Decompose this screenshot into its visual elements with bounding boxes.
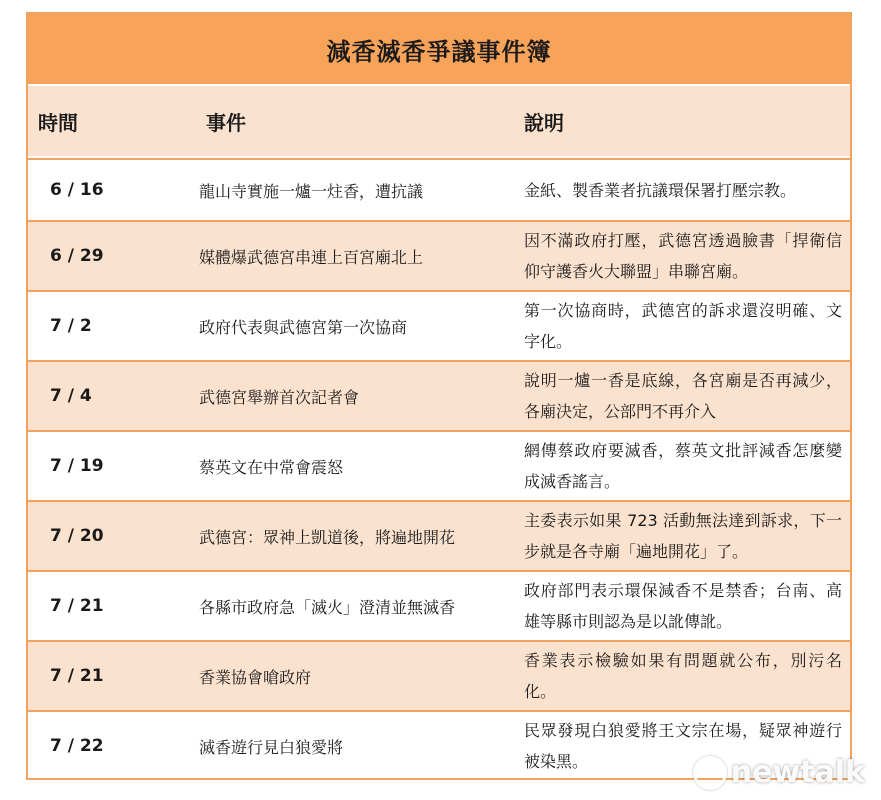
- row-desc: 香業表示檢驗如果有問題就公布，別污名化。: [524, 651, 842, 701]
- row-event: 香業協會嗆政府: [199, 667, 312, 687]
- row-date: 7 / 19: [50, 456, 104, 476]
- row-event: 媒體爆武德宮串連上百宮廟北上: [199, 247, 424, 267]
- table-row: [28, 430, 850, 500]
- row-date: 7 / 21: [50, 596, 104, 616]
- table-title: 減香滅香爭議事件簿: [326, 37, 552, 66]
- row-date: 7 / 21: [50, 666, 104, 686]
- header-date-cell: [28, 86, 193, 156]
- table-row: [28, 570, 850, 640]
- table-row: [28, 360, 850, 430]
- header-desc: 說明: [524, 110, 564, 135]
- table-row: [28, 500, 850, 570]
- watermark-text: newtalk: [730, 755, 865, 790]
- row-desc: 政府部門表示環保減香不是禁香；台南、高雄等縣市則認為是以訛傳訛。: [524, 581, 842, 631]
- row-event: 政府代表與武德宮第一次協商: [199, 317, 408, 337]
- row-date: 7 / 22: [50, 736, 104, 756]
- row-desc: 因不滿政府打壓，武德宮透過臉書「捍衛信仰守護香火大聯盟」串聯宮廟。: [524, 231, 842, 281]
- row-desc: 民眾發現白狼愛將王文宗在場，疑眾神遊行被染黑。: [524, 721, 842, 771]
- row-desc: 金紙、製香業者抗議環保署打壓宗教。: [524, 180, 797, 200]
- row-event: 滅香遊行見白狼愛將: [199, 737, 344, 757]
- row-date: 7 / 2: [50, 316, 92, 336]
- row-date: 7 / 4: [50, 386, 92, 406]
- row-event: 武德宮舉辦首次記者會: [199, 387, 360, 407]
- header-event-cell: [200, 86, 525, 156]
- row-date: 6 / 16: [50, 180, 104, 200]
- table-row: [28, 220, 850, 290]
- row-event: 龍山寺實施一爐一炷香，遭抗議: [199, 181, 424, 201]
- row-event: 蔡英文在中常會震怒: [199, 457, 344, 477]
- row-event: 武德宮：眾神上凱道後，將遍地開花: [199, 527, 456, 547]
- table-row: [28, 290, 850, 360]
- event-table: [26, 12, 852, 780]
- header-date: 時間: [38, 110, 78, 135]
- header-desc-cell: [518, 86, 852, 156]
- newtalk-logo-icon: [693, 756, 727, 790]
- header-event: 事件: [206, 110, 246, 135]
- row-date: 7 / 20: [50, 526, 104, 546]
- table-header-row: [28, 86, 850, 158]
- row-date: 6 / 29: [50, 246, 104, 266]
- row-desc: 網傳蔡政府要滅香，蔡英文批評減香怎麼變成滅香謠言。: [524, 441, 842, 491]
- table-row: [28, 158, 850, 220]
- row-desc: 主委表示如果 723 活動無法達到訴求，下一步就是各寺廟「遍地開花」了。: [524, 511, 842, 561]
- table-title-bar: [28, 14, 850, 86]
- row-desc: 第一次協商時，武德宮的訴求還沒明確、文字化。: [524, 301, 842, 351]
- row-event: 各縣市政府急「滅火」澄清並無滅香: [199, 597, 456, 617]
- row-desc: 說明一爐一香是底線，各宮廟是否再減少，各廟決定，公部門不再介入: [524, 371, 842, 421]
- newtalk-watermark: [693, 755, 865, 790]
- table-row: [28, 640, 850, 710]
